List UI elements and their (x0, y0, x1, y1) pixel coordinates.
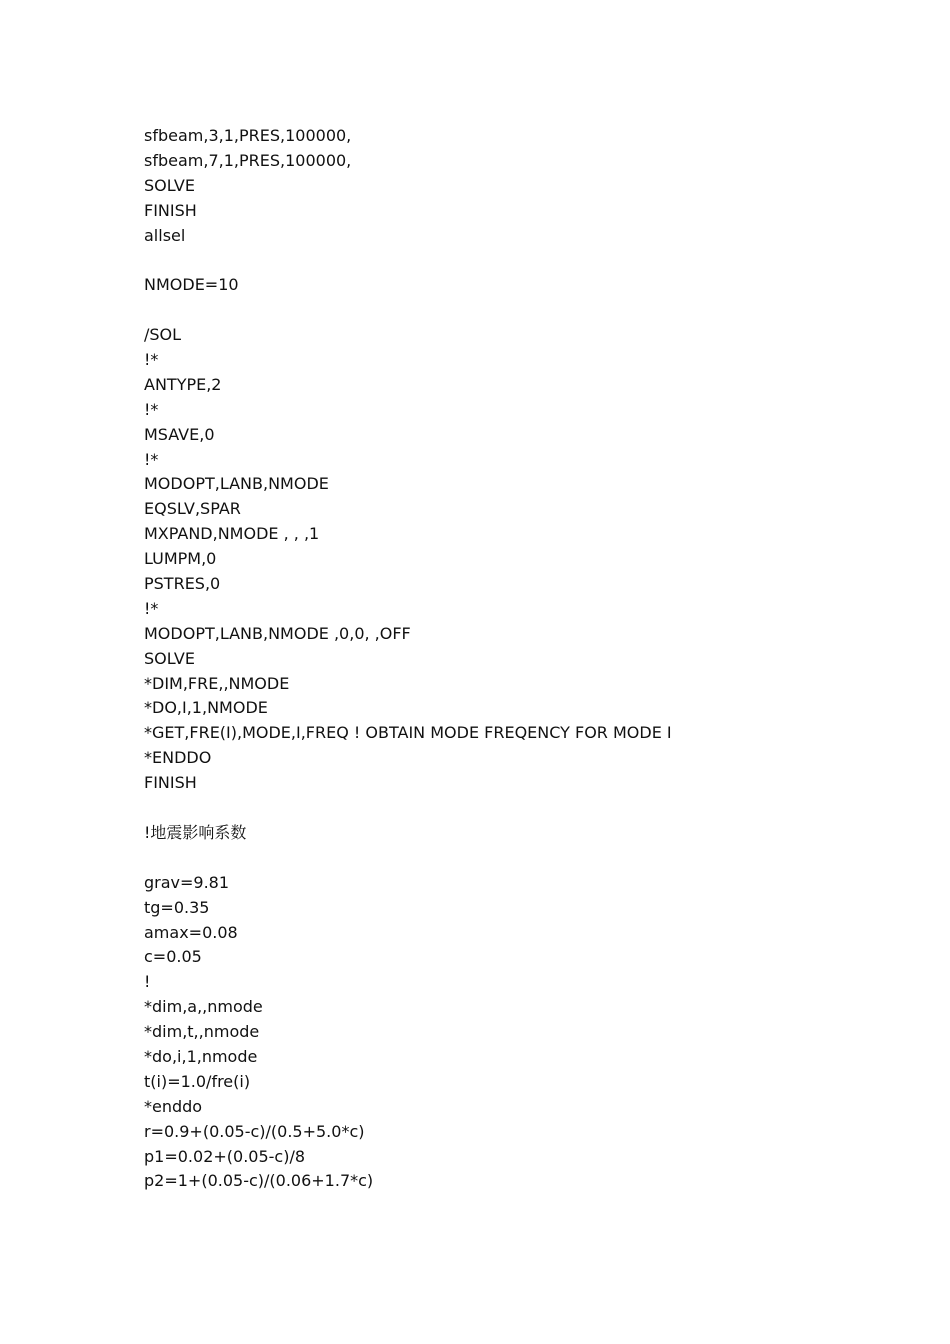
comment-line: ! (144, 972, 151, 992)
code-line: c=0.05 (144, 947, 202, 967)
code-line: t(i)=1.0/fre(i) (144, 1071, 251, 1091)
comment-line: !* (144, 350, 159, 370)
code-line: *DO,I,1,NMODE (144, 698, 268, 718)
code-line: MODOPT,LANB,NMODE ,0,0, ,OFF (144, 623, 411, 643)
comment-line: !* (144, 449, 159, 469)
code-line: p2=1+(0.05-c)/(0.06+1.7*c) (144, 1171, 374, 1191)
code-line: sfbeam,7,1,PRES,100000, (144, 150, 352, 170)
code-line: PSTRES,0 (144, 574, 221, 594)
code-line: EQSLV,SPAR (144, 499, 241, 519)
code-line: *dim,a,,nmode (144, 997, 263, 1017)
code-line: p1=0.02+(0.05-c)/8 (144, 1146, 306, 1166)
code-line: amax=0.08 (144, 922, 238, 942)
comment-line: !地震影响系数 (144, 822, 247, 842)
blank-line (144, 796, 884, 821)
code-line: ANTYPE,2 (144, 374, 222, 394)
code-line: grav=9.81 (144, 872, 230, 892)
code-line: LUMPM,0 (144, 549, 217, 569)
code-line: NMODE=10 (144, 275, 239, 295)
code-line: r=0.9+(0.05-c)/(0.5+5.0*c) (144, 1121, 365, 1141)
code-line: MODOPT,LANB,NMODE (144, 474, 329, 494)
code-line: FINISH (144, 200, 197, 220)
code-listing (144, 124, 884, 1194)
blank-line (144, 248, 884, 273)
blank-line (144, 298, 884, 323)
code-line: sfbeam,3,1,PRES,100000, (144, 126, 352, 145)
code-line: *DIM,FRE,,NMODE (144, 673, 290, 693)
comment-line: !* (144, 399, 159, 419)
code-line: MSAVE,0 (144, 424, 215, 444)
code-line: MXPAND,NMODE , , ,1 (144, 524, 320, 544)
code-line: SOLVE (144, 175, 195, 195)
code-line: FINISH (144, 773, 197, 793)
code-line: allsel (144, 225, 186, 245)
blank-line (144, 846, 884, 871)
code-line: *ENDDO (144, 748, 212, 768)
code-line: /SOL (144, 325, 182, 345)
comment-line: !* (144, 598, 159, 618)
code-line: *enddo (144, 1096, 203, 1116)
code-line: tg=0.35 (144, 897, 210, 917)
code-line: *GET,FRE(I),MODE,I,FREQ ! OBTAIN MODE FREQENCY FOR MODE I (144, 723, 672, 743)
code-line: SOLVE (144, 648, 195, 668)
code-line: *dim,t,,nmode (144, 1022, 260, 1042)
code-line: *do,i,1,nmode (144, 1046, 258, 1066)
